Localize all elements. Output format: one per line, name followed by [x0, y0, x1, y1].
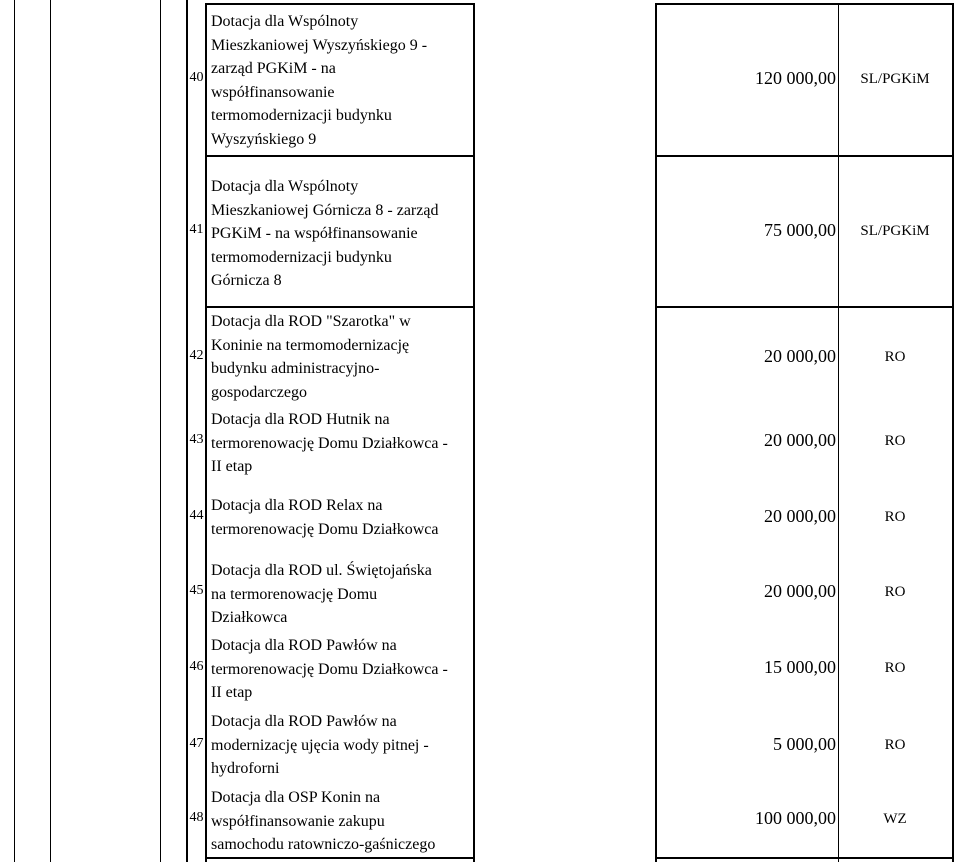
- row-code: WZ: [883, 811, 907, 827]
- row-amount: 15 000,00: [764, 657, 836, 677]
- row-code: RO: [884, 737, 906, 753]
- row-rule: [655, 306, 954, 308]
- row-number: 48: [189, 810, 204, 825]
- row-code: RO: [884, 509, 906, 525]
- row-code: RO: [884, 584, 906, 600]
- row-amount: 120 000,00: [755, 68, 836, 88]
- column-rule: [50, 0, 51, 862]
- row-rule: [205, 155, 475, 157]
- row-code: RO: [884, 433, 906, 449]
- row-description: Dotacja dla ROD Pawłów na termorenowację Domu Działkowca - II etap: [211, 637, 448, 701]
- row-rule: [655, 857, 954, 859]
- row-number: 43: [189, 432, 204, 447]
- row-number: 44: [189, 508, 204, 523]
- row-description: Dotacja dla ROD Pawłów na modernizację ujęcia wody pitnej - hydroforni: [211, 713, 429, 777]
- row-description: Dotacja dla ROD "Szarotka" w Koninie na termomodernizację budynku administracyjno- gospodarczego: [211, 313, 411, 401]
- row-amount: 5 000,00: [773, 734, 836, 754]
- row-description: Dotacja dla ROD ul. Świętojańska na termorenowację Domu Działkowca: [211, 562, 432, 626]
- row-rule: [205, 857, 475, 859]
- column-rule: [655, 3, 657, 862]
- row-number: 40: [189, 70, 204, 85]
- column-rule: [473, 3, 475, 862]
- row-rule: [205, 306, 475, 308]
- row-number: 47: [189, 736, 204, 751]
- row-description: Dotacja dla Wspólnoty Mieszkaniowej Górnicza 8 - zarząd PGKiM - na współfinansowanie termomodernizacji budynku Górnicza 8: [211, 178, 439, 289]
- row-amount: 20 000,00: [764, 581, 836, 601]
- row-description: Dotacja dla ROD Relax na termorenowację Domu Działkowca: [211, 497, 439, 538]
- row-rule: [205, 3, 475, 5]
- row-number: 46: [189, 659, 204, 674]
- row-amount: 20 000,00: [764, 506, 836, 526]
- row-amount: 75 000,00: [764, 220, 836, 240]
- row-rule: [655, 155, 954, 157]
- row-amount: 20 000,00: [764, 346, 836, 366]
- column-rule: [14, 0, 15, 862]
- row-number: 45: [189, 583, 204, 598]
- row-number: 41: [189, 222, 204, 237]
- row-number: 42: [189, 348, 204, 363]
- row-amount: 100 000,00: [755, 808, 836, 828]
- row-amount: 20 000,00: [764, 430, 836, 450]
- row-rule: [655, 3, 954, 5]
- row-code: SL/PGKiM: [860, 71, 930, 87]
- column-rule: [838, 3, 839, 862]
- column-rule: [160, 0, 161, 862]
- column-rule: [186, 0, 188, 862]
- row-code: RO: [884, 660, 906, 676]
- column-rule: [952, 3, 954, 862]
- row-code: RO: [884, 349, 906, 365]
- row-description: Dotacja dla OSP Konin na współfinansowanie zakupu samochodu ratowniczo-gaśniczego: [211, 789, 436, 853]
- row-description: Dotacja dla Wspólnoty Mieszkaniowej Wyszyńskiego 9 - zarząd PGKiM - na współfinansowanie termomodernizacji budynku Wyszyńskiego 9: [211, 13, 428, 148]
- column-rule: [205, 3, 207, 862]
- row-description: Dotacja dla ROD Hutnik na termorenowację Domu Działkowca - II etap: [211, 411, 448, 475]
- row-code: SL/PGKiM: [860, 223, 930, 239]
